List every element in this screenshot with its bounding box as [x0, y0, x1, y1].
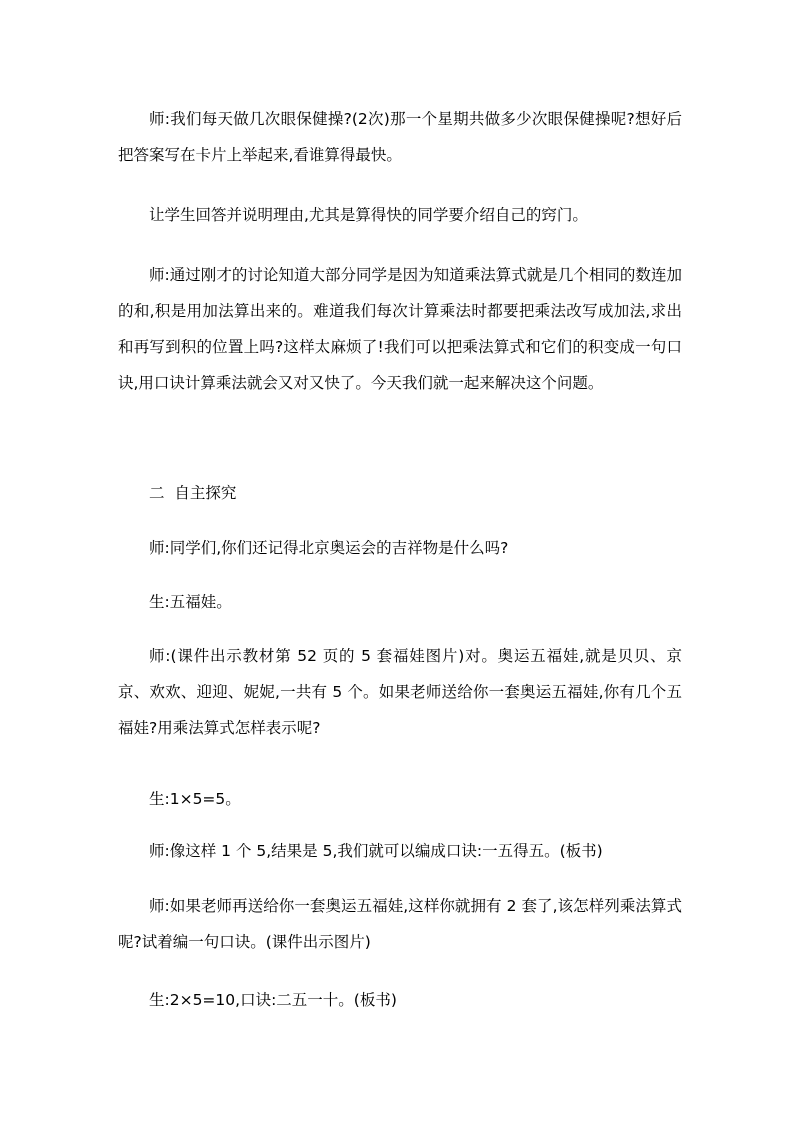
paragraph-teacher-second-set: 师:如果老师再送给你一套奥运五福娃,这样你就拥有 2 套了,该怎样列乘法算式呢?试着编一句口诀。(课件出示图片) — [118, 897, 682, 951]
paragraph-eye-exercise-question: 师:我们每天做几次眼保健操?(2次)那一个星期共做多少次眼保健操呢?想好后把答案写在卡片上举起来,看谁算得最快。 — [118, 110, 682, 164]
paragraph-teacher-fuwa-intro: 师:(课件出示教材第 52 页的 5 套福娃图片)对。奥运五福娃,就是贝贝、京京、欢欢、迎迎、妮妮,一共有 5 个。如果老师送给你一套奥运五福娃,你有几个五福娃?用乘法算式怎样表示呢? — [118, 647, 682, 737]
paragraph-teacher-explanation: 师:通过刚才的讨论知道大部分同学是因为知道乘法算式就是几个相同的数连加的和,积是用加法算出来的。难道我们每次计算乘法时都要把乘法改写成加法,求出和再写到积的位置上吗?这样太麻烦了!我们可以把乘法算式和它们的积变成一句口诀,用口诀计算乘法就会又对又快了。今天我们就一起来解决这个问题。 — [118, 266, 682, 392]
paragraph-student-answer-instruction: 让学生回答并说明理由,尤其是算得快的同学要介绍自己的窍门。 — [149, 206, 588, 224]
paragraph-student-1x5: 生:1×5=5。 — [149, 790, 241, 808]
paragraph-teacher-rhyme-one: 师:像这样 1 个 5,结果是 5,我们就可以编成口诀:一五得五。(板书) — [149, 842, 603, 860]
paragraph-student-2x5: 生:2×5=10,口诀:二五一十。(板书) — [149, 991, 397, 1009]
paragraph-mascot-question: 师:同学们,你们还记得北京奥运会的吉祥物是什么吗? — [149, 539, 509, 557]
section-heading-self-exploration: 二 自主探究 — [149, 484, 237, 502]
paragraph-student-fuwa: 生:五福娃。 — [149, 593, 232, 611]
